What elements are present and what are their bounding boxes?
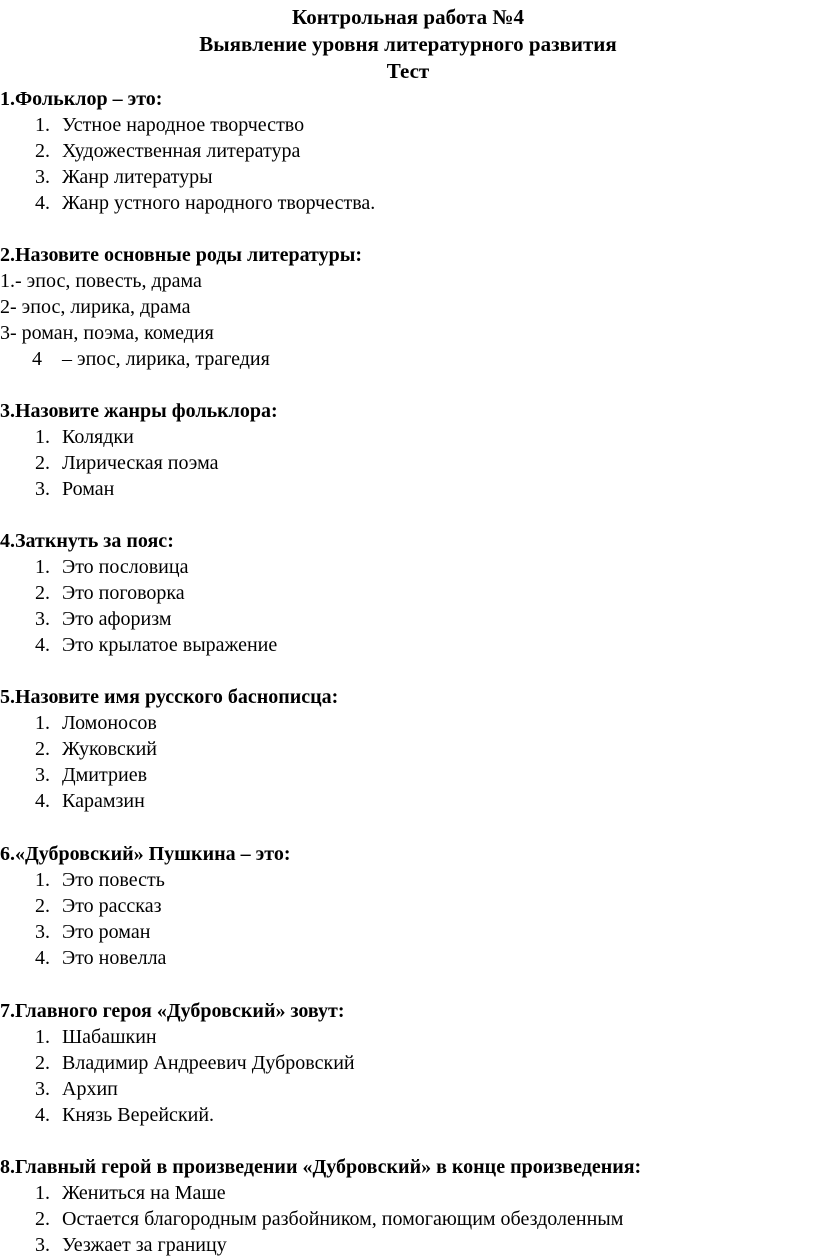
option-text: Это роман [62,921,151,943]
document-test-label: Тест [386,59,430,83]
answer-option [0,762,338,788]
option-number: 2. [35,582,50,604]
answer-option: 3- роман, поэма, комедия [0,322,214,344]
option-text: Это рассказ [62,895,162,917]
question-7 [0,998,355,1128]
option-number: 4. [35,634,50,656]
option-number: 1. [35,426,50,448]
answer-option [0,710,338,736]
option-text: Ломоносов [62,712,157,734]
question-5 [0,684,338,814]
option-number: 3. [35,166,50,188]
option-number: 1. [35,712,50,734]
option-text: Владимир Андреевич Дубровский [62,1052,355,1074]
option-number: 4 [32,348,42,370]
answer-option [0,1024,345,1050]
option-number: 2. [35,1208,50,1230]
option-text: Художественная литература [62,140,301,162]
answer-option [0,1232,641,1258]
option-number: 3. [35,1078,50,1100]
answer-option [0,554,189,580]
option-text: Это афоризм [62,608,172,630]
answer-option [0,424,278,450]
question-title: 5.Назовите имя русского баснописца: [0,686,339,708]
option-number: 3. [35,478,50,500]
question-title: 1.Фольклор – это: [0,88,163,110]
option-text: Это новелла [62,947,167,969]
answer-option [0,138,301,164]
option-text: Остается благородным разбойником, помогающим обездоленным [62,1208,624,1230]
question-title: 4.Заткнуть за пояс: [0,530,174,552]
option-text: Это поговорка [62,582,185,604]
option-number: 1. [35,556,50,578]
answer-option [0,190,376,216]
option-number: 1. [35,114,50,136]
option-text: Карамзин [62,790,145,812]
option-text: Жанр литературы [62,166,213,188]
option-number: 1. [35,1182,50,1204]
answer-option [0,632,278,658]
option-text: Устное народное творчество [62,114,305,136]
option-text: Князь Верейский. [62,1104,215,1126]
answer-option [0,164,213,190]
question-4 [0,528,278,658]
option-number: 4. [35,192,50,214]
answer-option [0,1180,641,1206]
option-number: 2. [35,738,50,760]
option-number: 2. [35,1052,50,1074]
answer-option [0,736,338,762]
answer-option [0,450,278,476]
question-title: 3.Назовите жанры фольклора: [0,400,278,422]
option-number: 3. [35,921,50,943]
option-number: 2. [35,140,50,162]
answer-option [0,1076,345,1102]
answer-option [0,346,362,372]
document-subtitle: Выявление уровня литературного развития [199,32,617,56]
option-text: – эпос, лирика, трагедия [62,348,270,370]
answer-option [0,606,174,632]
option-text: Жуковский [62,738,157,760]
answer-option [0,867,291,893]
option-number: 1. [35,1026,50,1048]
option-text: Это пословица [62,556,189,578]
question-6 [0,841,291,971]
option-number: 2. [35,895,50,917]
answer-option [0,1050,355,1076]
option-text: Лирическая поэма [62,452,219,474]
answer-option [0,945,291,971]
option-text: Жениться на Маше [62,1182,226,1204]
answer-option [0,788,338,814]
answer-option [0,112,305,138]
option-text: Колядки [62,426,134,448]
answer-option: 2- эпос, лирика, драма [0,296,191,318]
answer-option [0,476,278,502]
option-number: 4. [35,947,50,969]
option-number: 2. [35,452,50,474]
question-title: 7.Главного героя «Дубровский» зовут: [0,1000,345,1022]
option-text: Это крылатое выражение [62,634,278,656]
option-number: 3. [35,608,50,630]
answer-option [0,580,185,606]
option-number: 1. [35,869,50,891]
question-8 [0,1154,641,1258]
question-1 [0,86,376,216]
option-text: Роман [62,478,115,500]
question-2 [0,242,362,372]
option-number: 3. [35,764,50,786]
question-title: 8.Главный герой в произведении «Дубровский» в конце произведения: [0,1156,642,1178]
option-text: Уезжает за границу [62,1234,227,1256]
option-text: Это повесть [62,869,165,891]
question-3 [0,398,278,502]
question-title: 2.Назовите основные роды литературы: [0,244,363,266]
option-number: 4. [35,1104,50,1126]
answer-option [0,1102,345,1128]
answer-option: 1.- эпос, повесть, драма [0,270,202,292]
option-text: Жанр устного народного творчества. [62,192,376,214]
answer-option [0,919,291,945]
option-text: Архип [62,1078,118,1100]
option-text: Дмитриев [62,764,148,786]
answer-option [0,1206,641,1232]
option-text: Шабашкин [62,1026,157,1048]
question-title: 6.«Дубровский» Пушкина – это: [0,843,291,865]
document-title: Контрольная работа №4 [292,5,524,29]
option-number: 3. [35,1234,50,1256]
answer-option [0,893,291,919]
option-number: 4. [35,790,50,812]
